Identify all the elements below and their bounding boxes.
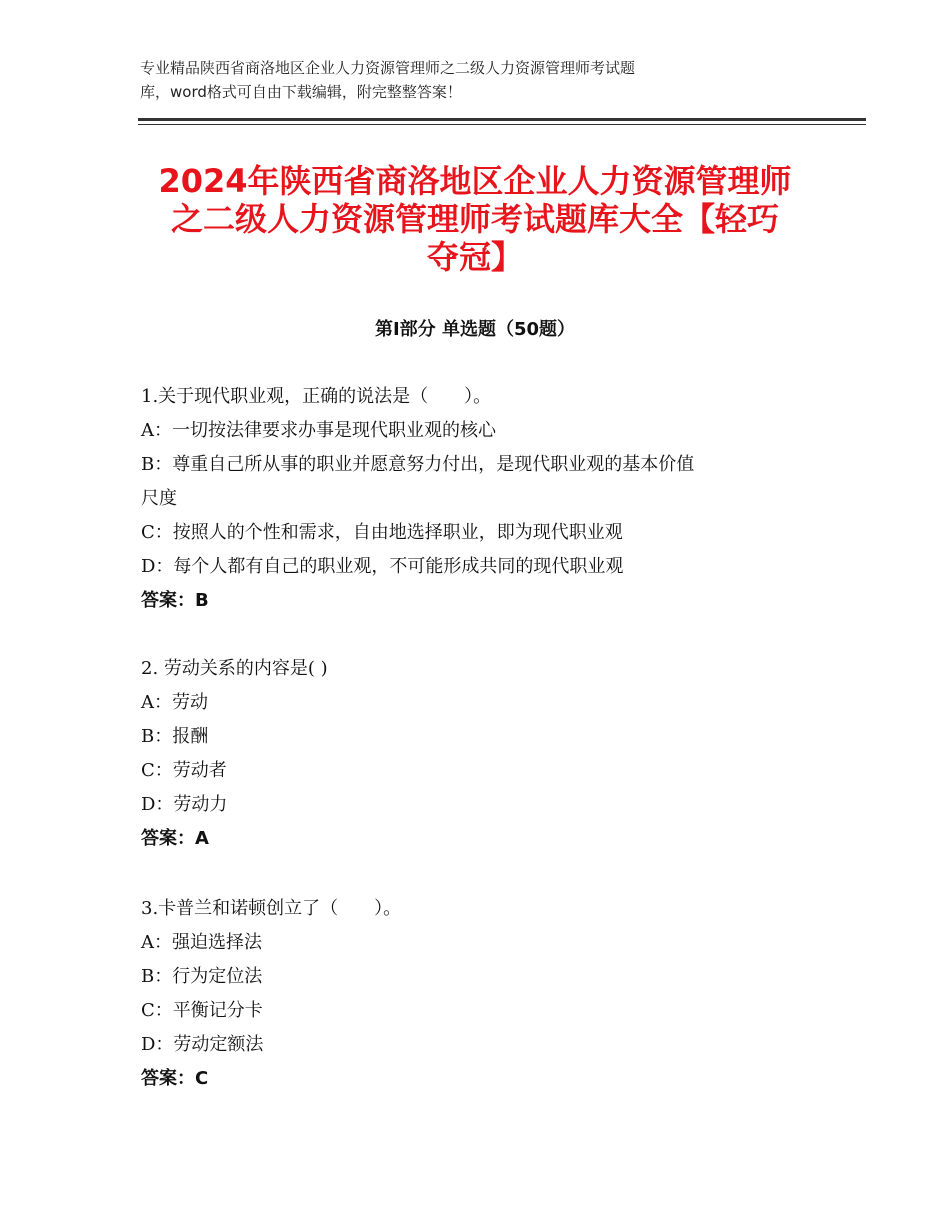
question-2-option-c: C：劳动者 [141,760,227,781]
question-1-stem: 1.关于现代职业观，正确的说法是（ ）。 [141,386,492,407]
title-line-2: 之二级人力资源管理师考试题库大全【轻巧 [170,200,779,238]
question-1-answer: 答案：B [141,590,209,611]
question-3-stem: 3.卡普兰和诺顿创立了（ ）。 [141,898,402,919]
question-1-option-b-continued: 尺度 [141,488,177,509]
question-3-option-c: C：平衡记分卡 [141,1000,263,1021]
header-rule-thick [138,118,866,121]
question-2-option-d: D：劳动力 [141,794,228,815]
question-3-option-b: B：行为定位法 [141,966,263,987]
question-3-answer: 答案：C [141,1068,209,1089]
question-3-option-a: A：强迫选择法 [141,932,262,953]
question-3-option-d: D：劳动定额法 [141,1034,264,1055]
document-title [120,162,830,276]
section-heading: 第Ⅰ部分 单选题（50题） [374,319,575,340]
question-1-option-a: A：一切按法律要求办事是现代职业观的核心 [141,420,496,441]
header-line-1: 专业精品陕西省商洛地区企业人力资源管理师之二级人力资源管理师考试题 [140,59,636,77]
header-rule-thin [138,124,866,125]
question-2-option-a: A：劳动 [141,692,208,713]
title-line-3: 夺冠】 [426,238,523,276]
question-1-option-c: C：按照人的个性和需求，自由地选择职业，即为现代职业观 [141,522,623,543]
question-1-option-b: B：尊重自己所从事的职业并愿意努力付出，是现代职业观的基本价值 [141,454,695,475]
title-line-1: 2024年陕西省商洛地区企业人力资源管理师 [158,162,792,200]
question-2-answer: 答案：A [141,828,209,849]
question-2-option-b: B：报酬 [141,726,209,747]
header-line-2: 库，word格式可自由下载编辑，附完整整答案！ [140,83,462,101]
document-header [140,56,780,104]
question-1-option-d: D：每个人都有自己的职业观，不可能形成共同的现代职业观 [141,556,624,577]
question-2-stem: 2. 劳动关系的内容是( ) [141,658,328,679]
